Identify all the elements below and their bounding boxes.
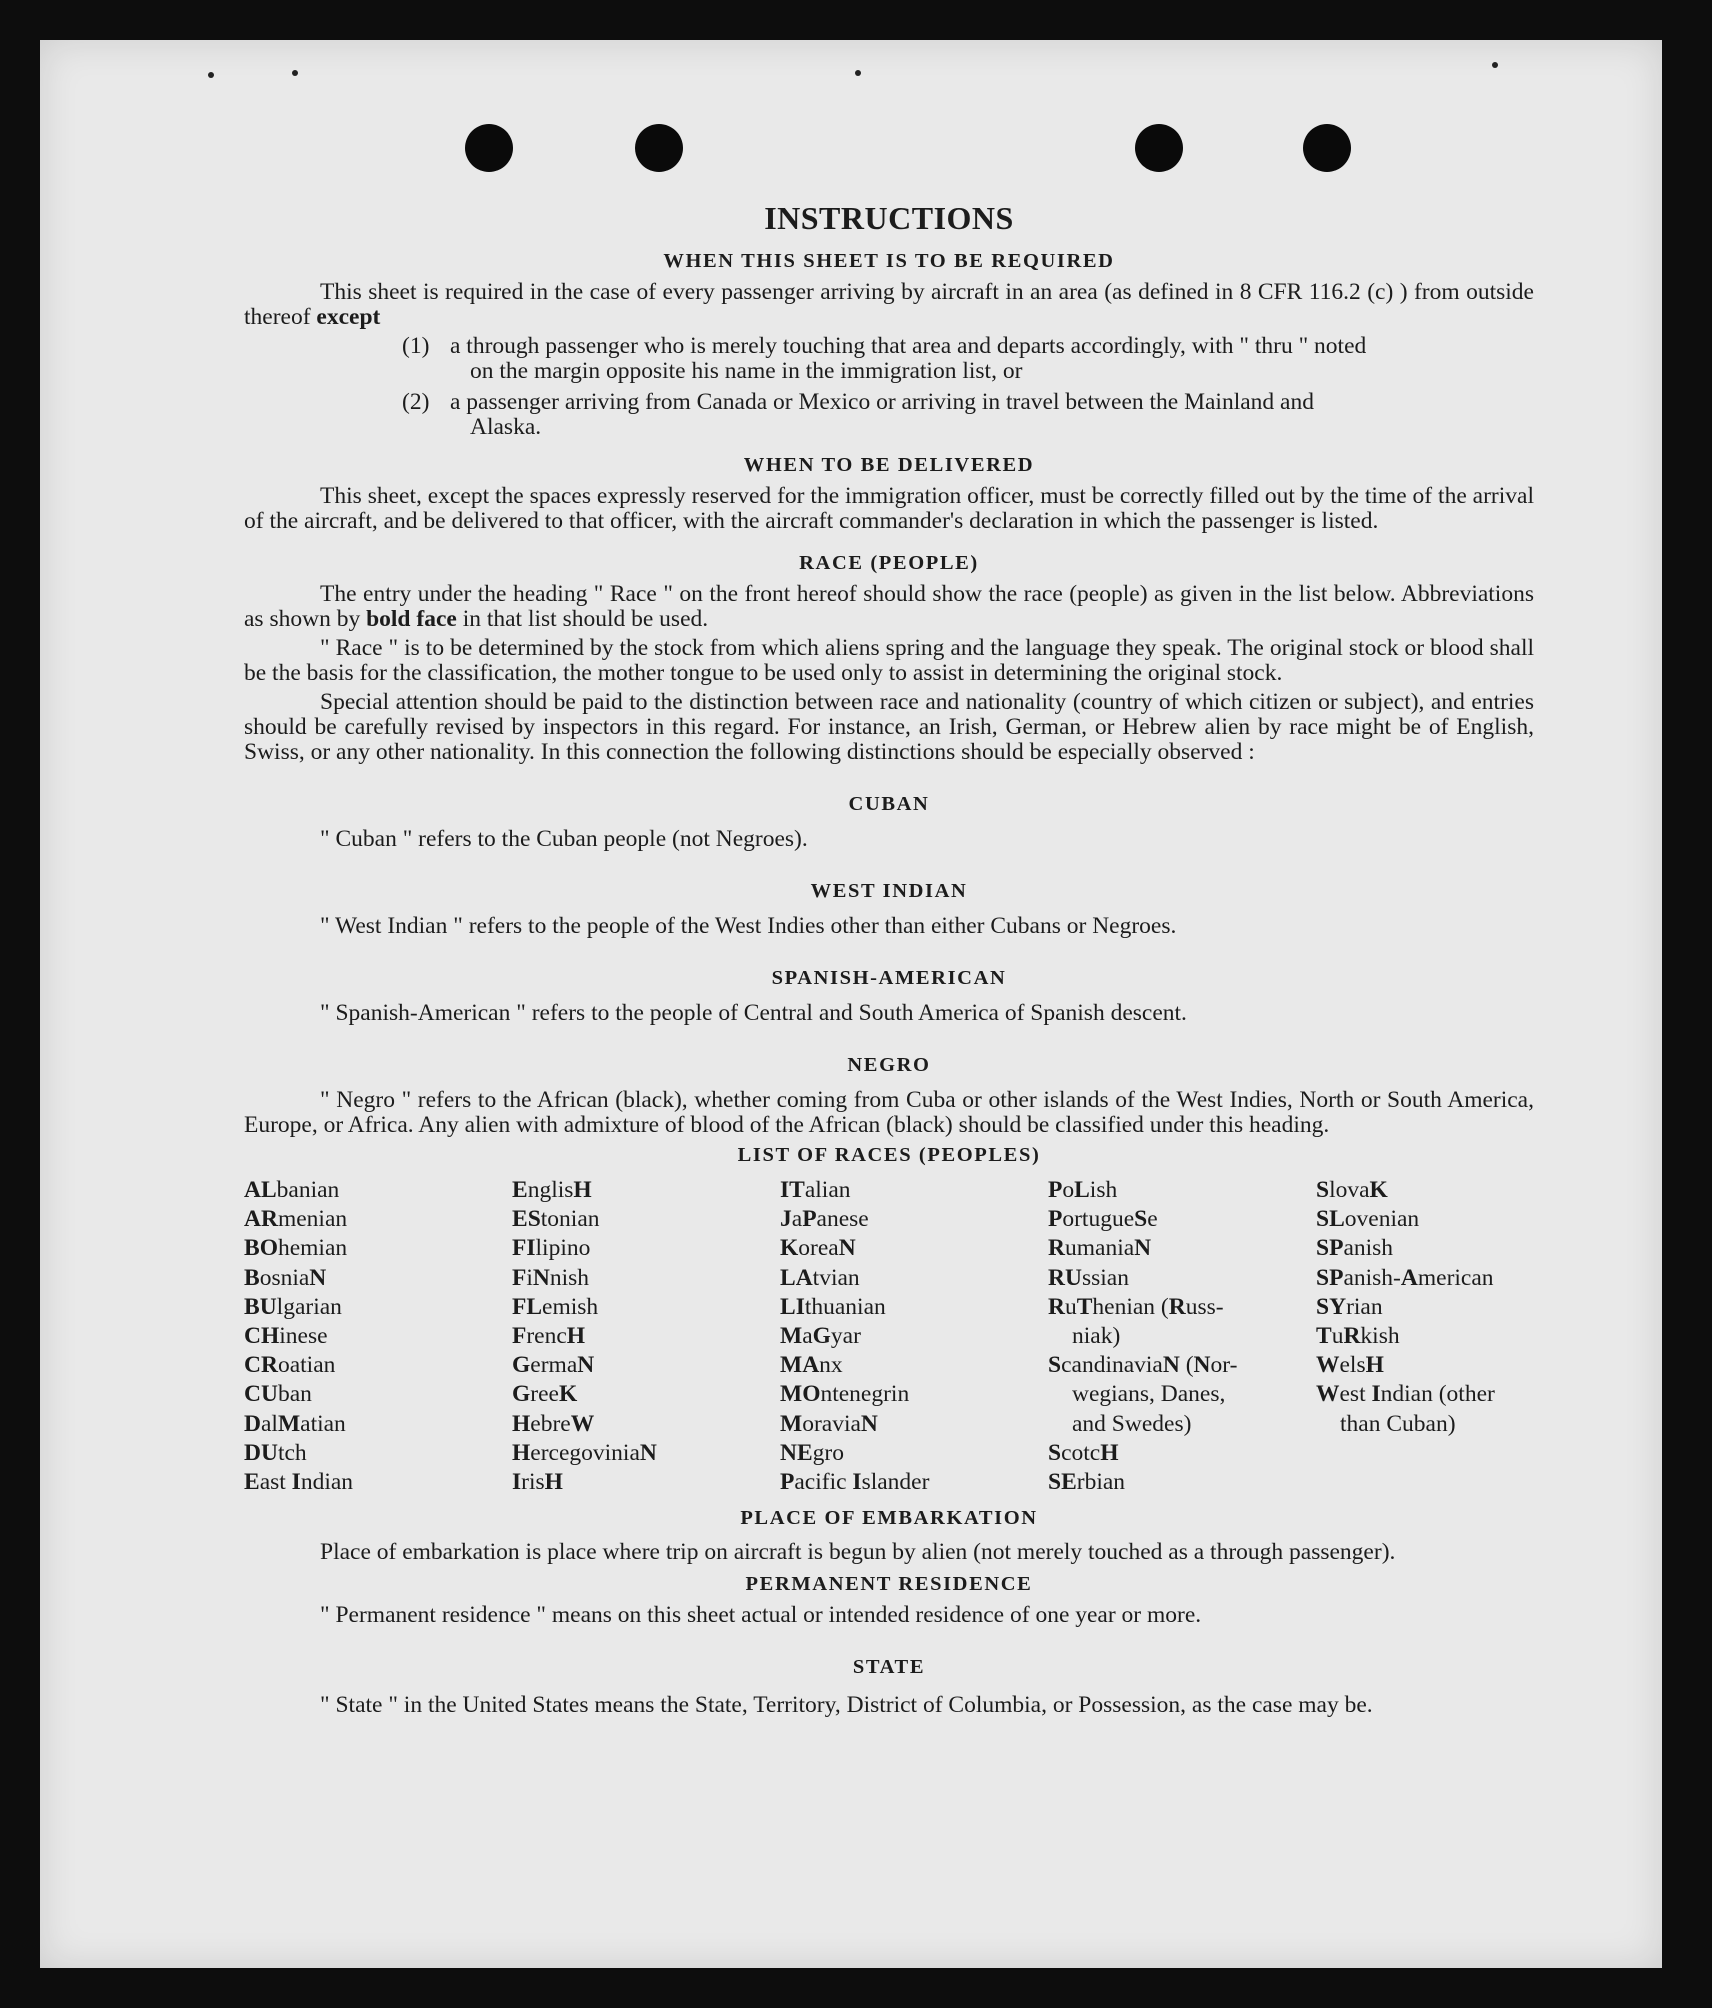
race-p1-text-end: in that list should be used. [456, 606, 709, 632]
race-entry: BosniaN [244, 1264, 327, 1291]
race-column-4 [1048, 1176, 1316, 1497]
race-entry: MOntenegrin [780, 1381, 910, 1408]
race-column-2 [512, 1176, 780, 1497]
race-entry: CUban [244, 1381, 312, 1408]
punch-hole [635, 124, 683, 172]
exception-item-2 [402, 390, 1534, 440]
race-paragraph-3: Special attention should be paid to the distinction between race and nationality (country of which citizen or subject), and entries should be carefully revised by inspectors in this regard. For instance, an Irish, German, or Hebrew alien by race might be of English, Swiss, or any other nationality. In this connection the following distinctions should be especially observed : [244, 689, 1534, 765]
race-entry: FrencH [512, 1323, 586, 1350]
race-entry: East Indian [244, 1469, 354, 1496]
required-intro-text: This sheet is required in the case of every passenger arriving by aircraft in an area (as defined in 8 CFR 116.2 (c) ) from outside thereof [244, 279, 1534, 330]
race-entry: SlovaK [1316, 1177, 1388, 1203]
section-heading-state: STATE [852, 1656, 926, 1679]
race-entry: CHinese [244, 1323, 328, 1350]
item-text: a through passenger who is merely touching that area and departs accordingly, with " thru " noted [450, 333, 1367, 359]
spanish-american-text: " Spanish-American " refers to the people of Central and South America of Spanish descent. [320, 1000, 1187, 1026]
race-entry: GermaN [512, 1352, 595, 1379]
race-entry: NEgro [780, 1439, 844, 1466]
item-number: (1) [402, 333, 430, 359]
race-list [244, 1176, 1534, 1497]
race-entry: LAtvian [780, 1264, 860, 1291]
cuban-text: " Cuban " refers to the Cuban people (not Negroes). [320, 826, 808, 852]
race-entry: KoreaN [780, 1235, 856, 1262]
item-text: a passenger arriving from Canada or Mexico or arriving in travel between the Mainland and [450, 389, 1314, 415]
race-entry: GreeK [512, 1381, 578, 1408]
race-entry: Pacific Islander [780, 1469, 930, 1496]
race-entry: TuRkish [1316, 1323, 1400, 1350]
race-entry: niak) [1072, 1323, 1121, 1350]
section-heading-embarkation: PLACE OF EMBARKATION [740, 1507, 1038, 1530]
instructions-body [244, 200, 1534, 1721]
item-text-cont: Alaska. [470, 414, 542, 440]
race-entry: than Cuban) [1340, 1410, 1456, 1437]
race-entry: FIlipino [512, 1235, 591, 1262]
race-entry: ScandinaviaN (Nor- [1048, 1352, 1238, 1379]
page-title: INSTRUCTIONS [764, 200, 1014, 236]
race-column-3 [780, 1176, 1048, 1497]
race-entry: RUssian [1048, 1264, 1129, 1291]
section-heading-residence: PERMANENT RESIDENCE [745, 1573, 1033, 1596]
section-heading-required: WHEN THIS SHEET IS TO BE REQUIRED [663, 250, 1115, 272]
punch-hole [1303, 124, 1351, 172]
race-entry: IrisH [512, 1469, 563, 1496]
race-entry: ScotcH [1048, 1439, 1119, 1466]
race-entry: West Indian (other [1316, 1381, 1495, 1408]
section-heading-cuban: CUBAN [848, 793, 930, 815]
section-heading-west-indian: WEST INDIAN [810, 880, 968, 902]
section-heading-spanish-american: SPANISH-AMERICAN [771, 967, 1007, 989]
bold-face-text: bold face [366, 606, 457, 632]
race-entry: ARmenian [244, 1206, 348, 1233]
section-heading-delivered: WHEN TO BE DELIVERED [743, 454, 1035, 476]
speck-mark [1492, 62, 1498, 68]
punch-hole [1135, 124, 1183, 172]
race-entry: MaGyar [780, 1323, 861, 1350]
race-entry: BOhemian [244, 1235, 348, 1262]
race-column-5 [1316, 1176, 1534, 1497]
residence-text: " Permanent residence " means on this sheet actual or intended residence of one year or more. [320, 1602, 1202, 1629]
speck-mark [855, 70, 861, 76]
race-entry: wegians, Danes, [1072, 1381, 1226, 1408]
race-entry: FiNnish [512, 1264, 590, 1291]
section-heading-race-list: LIST OF RACES (PEOPLES) [737, 1144, 1041, 1166]
required-intro [244, 280, 1534, 330]
race-entry: MoraviaN [780, 1410, 878, 1437]
negro-text: " Negro " refers to the African (black), whether coming from Cuba or other islands of the West Indies, North or South America, Europe, or Africa. Any alien with admixture of blood of the African (black) should be classified under this heading. [244, 1087, 1534, 1138]
race-entry: PortugueSe [1048, 1206, 1158, 1233]
race-entry: WelsH [1316, 1352, 1384, 1379]
document-sheet [40, 40, 1662, 1968]
race-entry: LIthuanian [780, 1293, 886, 1320]
delivered-text: This sheet, except the spaces expressly reserved for the immigration officer, must be correctly filled out by the time of the arrival of the aircraft, and be delivered to that officer, with the aircraft commander's declaration in which the passenger is listed. [244, 483, 1534, 534]
race-entry: HercegoviniaN [512, 1439, 657, 1466]
race-entry: DalMatian [244, 1410, 346, 1437]
speck-mark [292, 70, 298, 76]
race-entry: RuThenian (Russ- [1048, 1293, 1224, 1320]
race-entry: CRoatian [244, 1352, 336, 1379]
west-indian-text: " West Indian " refers to the people of the West Indies other than either Cubans or Negroes. [320, 913, 1177, 939]
section-heading-race: RACE (PEOPLE) [799, 552, 979, 574]
race-paragraph-1 [244, 582, 1534, 632]
race-entry: EnglisH [512, 1177, 592, 1203]
race-entry: ITalian [780, 1177, 851, 1203]
race-entry: SPanish-American [1316, 1264, 1494, 1291]
embarkation-text: Place of embarkation is place where trip on aircraft is begun by alien (not merely touched as a through passenger). [320, 1539, 1396, 1566]
speck-mark [208, 72, 214, 78]
race-column-1 [244, 1176, 512, 1497]
race-entry: SLovenian [1316, 1206, 1420, 1233]
item-number: (2) [402, 389, 430, 415]
punch-hole [465, 124, 513, 172]
race-entry: SYrian [1316, 1293, 1383, 1320]
state-text: " State " in the United States means the State, Territory, District of Columbia, or Possession, as the case may be. [320, 1692, 1373, 1719]
exception-item-1 [402, 334, 1534, 384]
race-paragraph-2: " Race " is to be determined by the stock from which aliens spring and the language they speak. The original stock or blood shall be the basis for the classification, the mother tongue to be used only to assist in determining the original stock. [244, 635, 1534, 686]
race-entry: HebreW [512, 1410, 595, 1437]
race-entry: EStonian [512, 1206, 600, 1233]
race-entry: PoLish [1048, 1177, 1118, 1203]
item-text-cont: on the margin opposite his name in the immigration list, or [470, 358, 1023, 384]
race-entry: ALbanian [244, 1177, 340, 1203]
race-entry: BUlgarian [244, 1293, 342, 1320]
race-entry: JaPanese [780, 1206, 869, 1233]
race-entry: MAnx [780, 1352, 843, 1379]
race-entry: SErbian [1048, 1469, 1126, 1496]
race-entry: and Swedes) [1072, 1410, 1192, 1437]
except-bold: except [316, 304, 381, 330]
race-entry: SPanish [1316, 1235, 1394, 1262]
race-entry: DUtch [244, 1439, 307, 1466]
section-heading-negro: NEGRO [847, 1054, 931, 1076]
race-p1-text: The entry under the heading " Race " on the front hereof should show the race (people) as given in the list below. Abbreviations as shown by [244, 581, 1534, 632]
race-entry: RumaniaN [1048, 1235, 1152, 1262]
race-entry: FLemish [512, 1293, 599, 1320]
